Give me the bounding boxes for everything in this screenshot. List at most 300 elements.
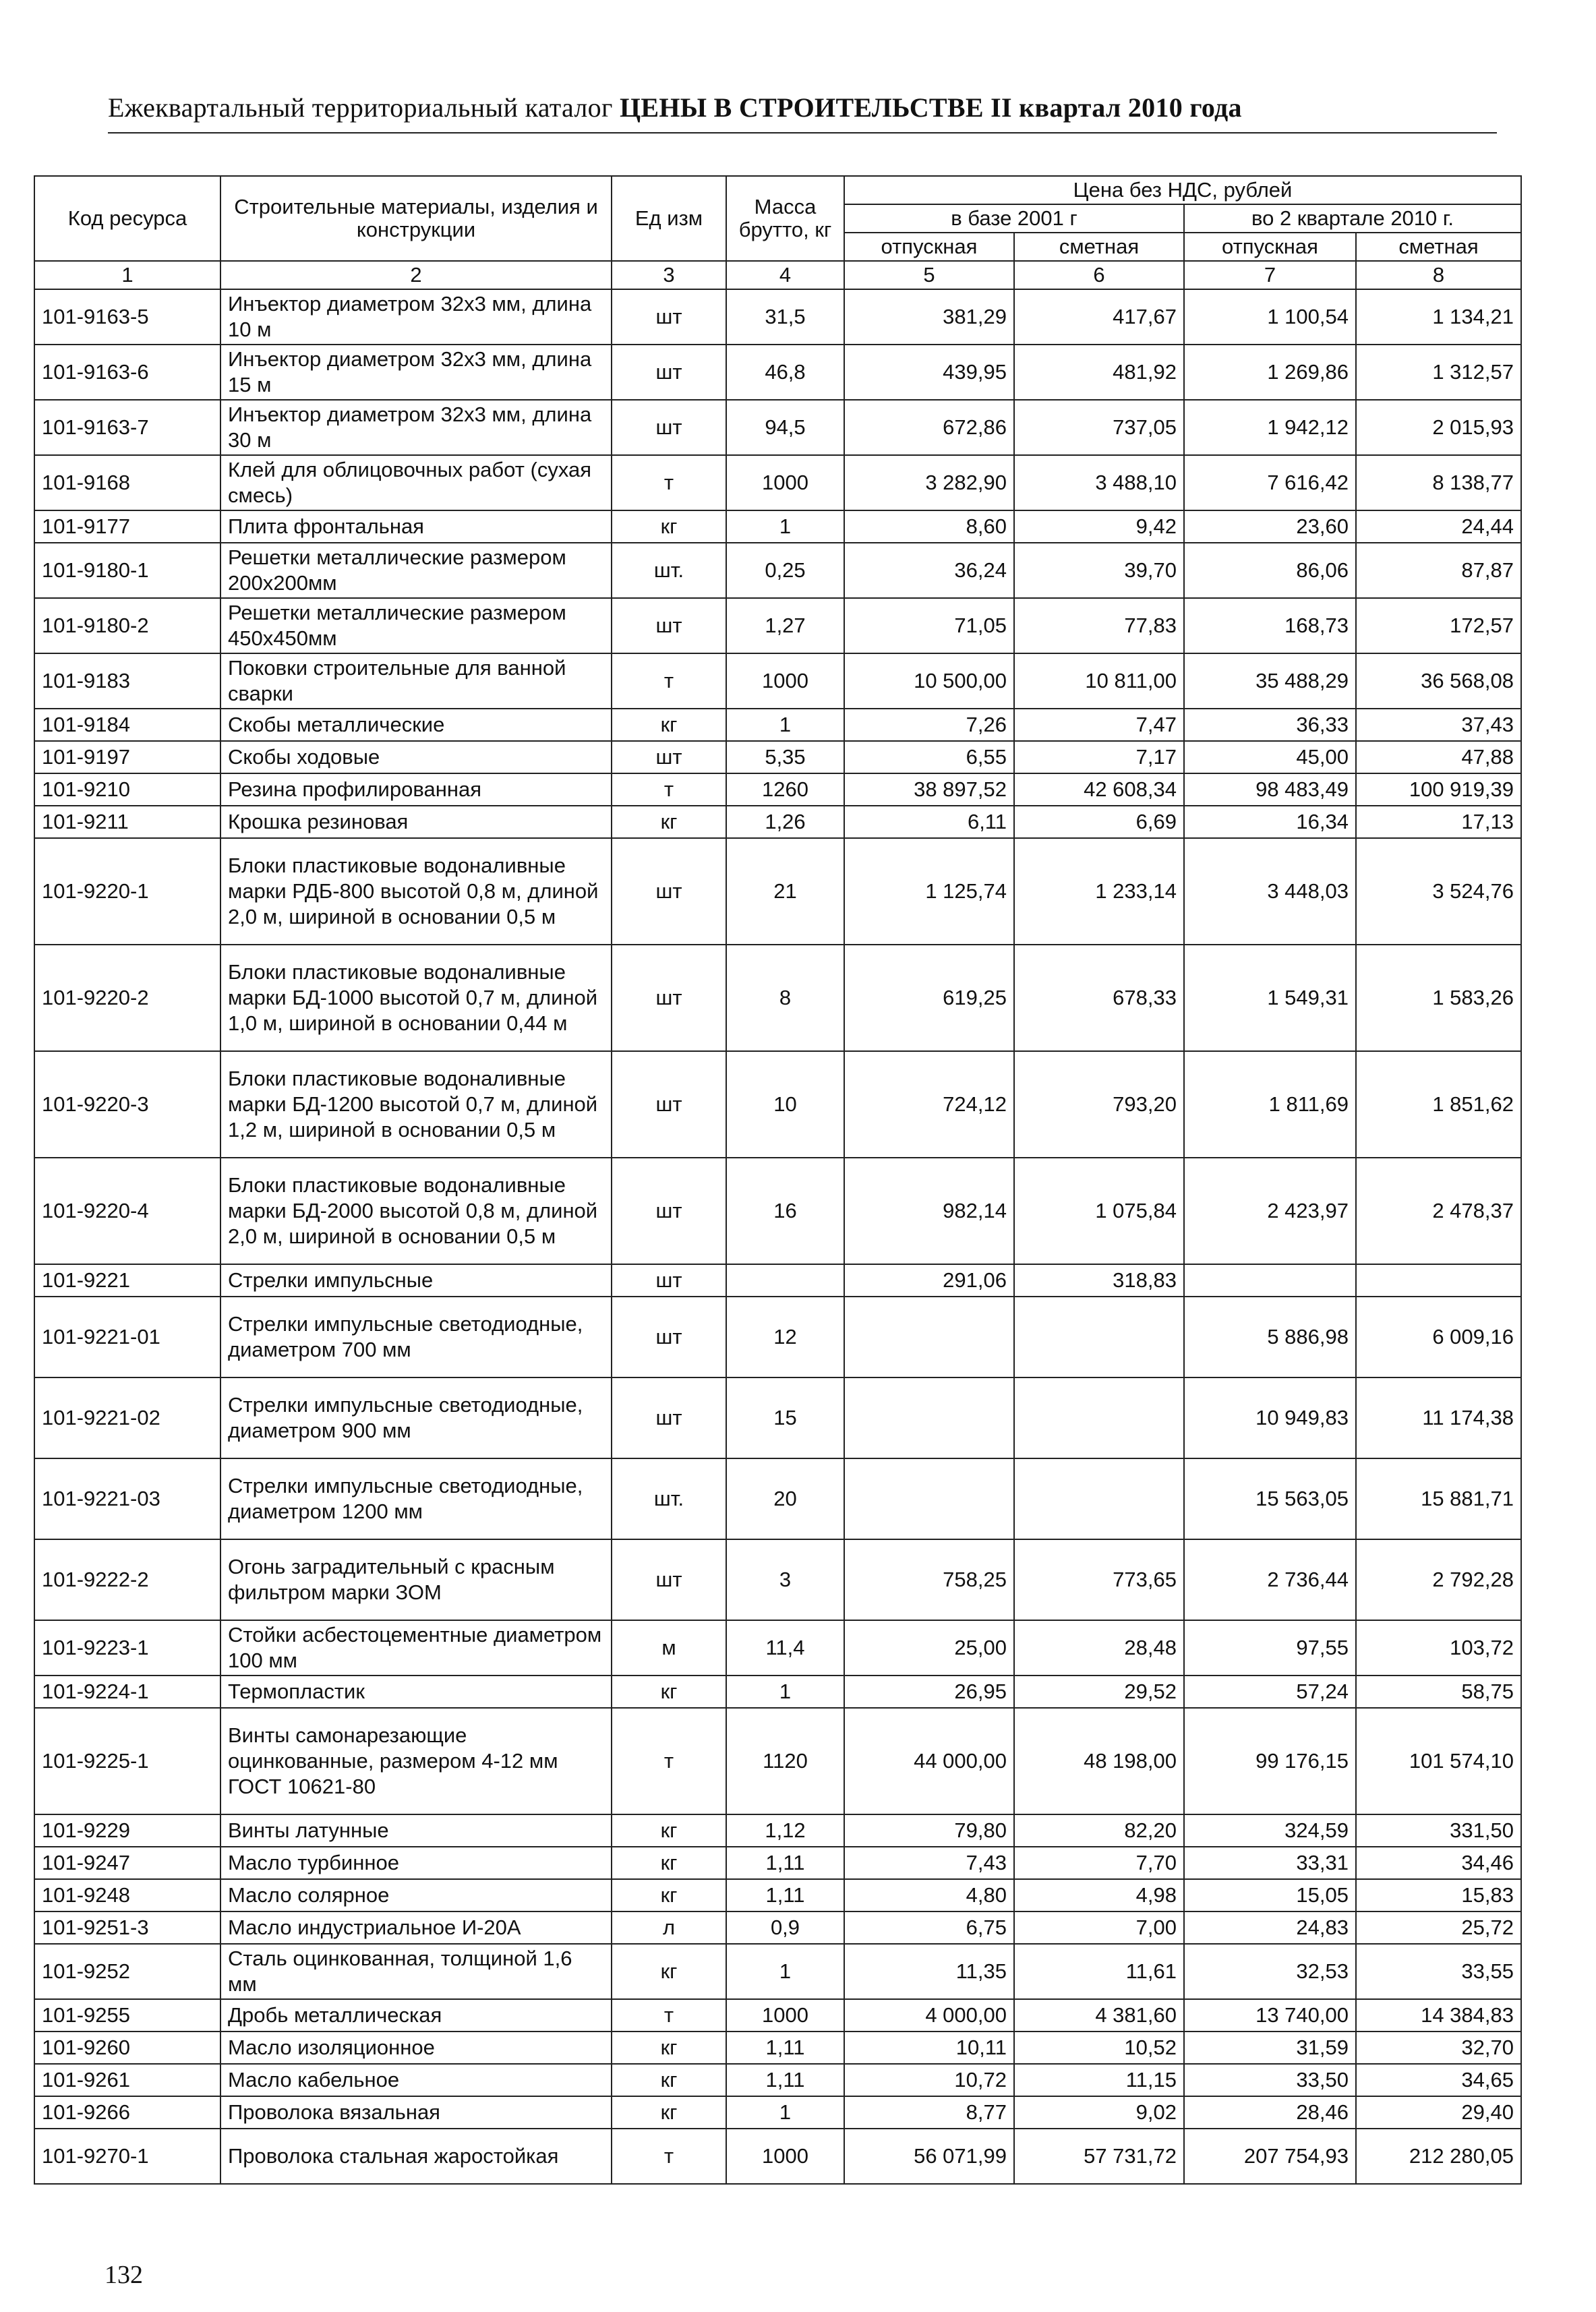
resource-code: 101-9163-7 bbox=[34, 400, 220, 455]
q2-retail-price: 33,50 bbox=[1184, 2064, 1356, 2096]
material-name: Плита фронтальная bbox=[220, 510, 612, 543]
table-row bbox=[34, 543, 1521, 598]
unit: шт bbox=[612, 838, 726, 945]
q2-retail-price: 207 754,93 bbox=[1184, 2129, 1356, 2184]
material-name: Стрелки импульсные bbox=[220, 1264, 612, 1297]
base-retail-price: 8,60 bbox=[844, 510, 1014, 543]
base-estimate-price bbox=[1014, 1297, 1184, 1377]
column-number: 4 bbox=[726, 261, 844, 289]
base-estimate-price: 318,83 bbox=[1014, 1264, 1184, 1297]
resource-code: 101-9221-03 bbox=[34, 1458, 220, 1539]
resource-code: 101-9177 bbox=[34, 510, 220, 543]
resource-code: 101-9248 bbox=[34, 1879, 220, 1911]
gross-mass: 1120 bbox=[726, 1708, 844, 1814]
material-name: Масло индустриальное И-20А bbox=[220, 1911, 612, 1944]
q2-estimate-price: 29,40 bbox=[1356, 2096, 1521, 2129]
material-name: Резина профилированная bbox=[220, 773, 612, 806]
resource-code: 101-9251-3 bbox=[34, 1911, 220, 1944]
base-retail-price bbox=[844, 1297, 1014, 1377]
gross-mass: 1,11 bbox=[726, 2064, 844, 2096]
unit: шт bbox=[612, 1539, 726, 1620]
resource-code: 101-9222-2 bbox=[34, 1539, 220, 1620]
q2-estimate-price: 34,46 bbox=[1356, 1847, 1521, 1879]
column-number-row bbox=[34, 261, 1521, 289]
base-retail-price: 724,12 bbox=[844, 1051, 1014, 1158]
q2-retail-price: 1 100,54 bbox=[1184, 289, 1356, 345]
table-row bbox=[34, 345, 1521, 400]
material-name: Блоки пластиковые водоналивные марки БД-1000 высотой 0,7 м, длиной 1,0 м, шириной в основании 0,44 м bbox=[220, 945, 612, 1051]
base-estimate-price: 11,15 bbox=[1014, 2064, 1184, 2096]
unit: т bbox=[612, 2129, 726, 2184]
resource-code: 101-9255 bbox=[34, 1999, 220, 2032]
table-head bbox=[34, 176, 1521, 289]
table-row bbox=[34, 838, 1521, 945]
gross-mass: 21 bbox=[726, 838, 844, 945]
q2-estimate-price: 15,83 bbox=[1356, 1879, 1521, 1911]
base-retail-price: 439,95 bbox=[844, 345, 1014, 400]
q2-estimate-price: 36 568,08 bbox=[1356, 653, 1521, 709]
q2-retail-price: 1 269,86 bbox=[1184, 345, 1356, 400]
base-estimate-price: 737,05 bbox=[1014, 400, 1184, 455]
resource-code: 101-9221 bbox=[34, 1264, 220, 1297]
base-retail-price: 6,11 bbox=[844, 806, 1014, 838]
col-header-q2-estimate: сметная bbox=[1356, 233, 1521, 261]
resource-code: 101-9211 bbox=[34, 806, 220, 838]
material-name: Дробь металлическая bbox=[220, 1999, 612, 2032]
base-estimate-price: 57 731,72 bbox=[1014, 2129, 1184, 2184]
q2-retail-price: 57,24 bbox=[1184, 1676, 1356, 1708]
q2-retail-price: 10 949,83 bbox=[1184, 1377, 1356, 1458]
q2-estimate-price: 24,44 bbox=[1356, 510, 1521, 543]
resource-code: 101-9247 bbox=[34, 1847, 220, 1879]
gross-mass: 15 bbox=[726, 1377, 844, 1458]
col-header-name: Строительные материалы, изделия и конструкции bbox=[220, 176, 612, 261]
unit: шт bbox=[612, 1297, 726, 1377]
material-name: Винты латунные bbox=[220, 1814, 612, 1847]
material-name: Поковки строительные для ванной сварки bbox=[220, 653, 612, 709]
table-row bbox=[34, 1264, 1521, 1297]
unit: кг bbox=[612, 806, 726, 838]
base-retail-price: 7,26 bbox=[844, 709, 1014, 741]
column-number: 3 bbox=[612, 261, 726, 289]
resource-code: 101-9220-3 bbox=[34, 1051, 220, 1158]
unit: кг bbox=[612, 1879, 726, 1911]
resource-code: 101-9184 bbox=[34, 709, 220, 741]
q2-estimate-price: 37,43 bbox=[1356, 709, 1521, 741]
column-number: 8 bbox=[1356, 261, 1521, 289]
resource-code: 101-9183 bbox=[34, 653, 220, 709]
table-row bbox=[34, 455, 1521, 510]
unit: шт bbox=[612, 400, 726, 455]
resource-code: 101-9197 bbox=[34, 741, 220, 773]
q2-estimate-price: 212 280,05 bbox=[1356, 2129, 1521, 2184]
material-name: Масло кабельное bbox=[220, 2064, 612, 2096]
base-estimate-price: 42 608,34 bbox=[1014, 773, 1184, 806]
table-row bbox=[34, 1944, 1521, 1999]
q2-retail-price: 23,60 bbox=[1184, 510, 1356, 543]
base-estimate-price: 82,20 bbox=[1014, 1814, 1184, 1847]
gross-mass: 10 bbox=[726, 1051, 844, 1158]
base-retail-price: 6,75 bbox=[844, 1911, 1014, 1944]
unit: кг bbox=[612, 2096, 726, 2129]
q2-estimate-price: 47,88 bbox=[1356, 741, 1521, 773]
q2-estimate-price: 1 134,21 bbox=[1356, 289, 1521, 345]
q2-retail-price: 1 942,12 bbox=[1184, 400, 1356, 455]
material-name: Скобы металлические bbox=[220, 709, 612, 741]
base-estimate-price: 39,70 bbox=[1014, 543, 1184, 598]
table-row bbox=[34, 1814, 1521, 1847]
col-header-price: Цена без НДС, рублей bbox=[844, 176, 1521, 204]
q2-estimate-price: 25,72 bbox=[1356, 1911, 1521, 1944]
base-retail-price: 10,11 bbox=[844, 2032, 1014, 2064]
material-name: Стрелки импульсные светодиодные, диаметром 1200 мм bbox=[220, 1458, 612, 1539]
unit: т bbox=[612, 455, 726, 510]
base-retail-price: 56 071,99 bbox=[844, 2129, 1014, 2184]
base-estimate-price: 793,20 bbox=[1014, 1051, 1184, 1158]
q2-estimate-price: 172,57 bbox=[1356, 598, 1521, 653]
column-number: 1 bbox=[34, 261, 220, 289]
resource-code: 101-9223-1 bbox=[34, 1620, 220, 1676]
material-name: Масло изоляционное bbox=[220, 2032, 612, 2064]
unit: кг bbox=[612, 510, 726, 543]
q2-retail-price: 168,73 bbox=[1184, 598, 1356, 653]
material-name: Термопластик bbox=[220, 1676, 612, 1708]
table-row bbox=[34, 709, 1521, 741]
base-retail-price: 10 500,00 bbox=[844, 653, 1014, 709]
col-header-base: в базе 2001 г bbox=[844, 204, 1184, 233]
col-header-q2-retail: отпускная bbox=[1184, 233, 1356, 261]
catalog-prefix: Ежеквартальный территориальный каталог bbox=[108, 92, 613, 123]
q2-estimate-price: 100 919,39 bbox=[1356, 773, 1521, 806]
unit: т bbox=[612, 1999, 726, 2032]
table-row bbox=[34, 1676, 1521, 1708]
base-estimate-price: 481,92 bbox=[1014, 345, 1184, 400]
material-name: Инъектор диаметром 32х3 мм, длина 15 м bbox=[220, 345, 612, 400]
material-name: Стрелки импульсные светодиодные, диаметром 900 мм bbox=[220, 1377, 612, 1458]
table-row bbox=[34, 1539, 1521, 1620]
resource-code: 101-9260 bbox=[34, 2032, 220, 2064]
unit: шт bbox=[612, 289, 726, 345]
unit: л bbox=[612, 1911, 726, 1944]
unit: кг bbox=[612, 1847, 726, 1879]
gross-mass: 1,11 bbox=[726, 1847, 844, 1879]
base-retail-price: 38 897,52 bbox=[844, 773, 1014, 806]
material-name: Блоки пластиковые водоналивные марки БД-2000 высотой 0,8 м, длиной 2,0 м, шириной в основании 0,5 м bbox=[220, 1158, 612, 1264]
q2-estimate-price: 17,13 bbox=[1356, 806, 1521, 838]
q2-estimate-price: 6 009,16 bbox=[1356, 1297, 1521, 1377]
table-row bbox=[34, 653, 1521, 709]
q2-retail-price: 2 736,44 bbox=[1184, 1539, 1356, 1620]
base-estimate-price: 1 233,14 bbox=[1014, 838, 1184, 945]
table-row bbox=[34, 510, 1521, 543]
unit: шт bbox=[612, 1264, 726, 1297]
q2-estimate-price: 8 138,77 bbox=[1356, 455, 1521, 510]
resource-code: 101-9270-1 bbox=[34, 2129, 220, 2184]
resource-code: 101-9168 bbox=[34, 455, 220, 510]
q2-retail-price: 98 483,49 bbox=[1184, 773, 1356, 806]
base-retail-price: 291,06 bbox=[844, 1264, 1014, 1297]
base-estimate-price bbox=[1014, 1458, 1184, 1539]
base-estimate-price: 10 811,00 bbox=[1014, 653, 1184, 709]
q2-retail-price: 36,33 bbox=[1184, 709, 1356, 741]
base-retail-price: 619,25 bbox=[844, 945, 1014, 1051]
table-row bbox=[34, 1051, 1521, 1158]
gross-mass: 1 bbox=[726, 709, 844, 741]
resource-code: 101-9225-1 bbox=[34, 1708, 220, 1814]
resource-code: 101-9220-2 bbox=[34, 945, 220, 1051]
q2-retail-price: 15 563,05 bbox=[1184, 1458, 1356, 1539]
header-rule bbox=[108, 132, 1497, 134]
material-name: Скобы ходовые bbox=[220, 741, 612, 773]
q2-retail-price: 32,53 bbox=[1184, 1944, 1356, 1999]
q2-estimate-price: 15 881,71 bbox=[1356, 1458, 1521, 1539]
material-name: Проволока стальная жаростойкая bbox=[220, 2129, 612, 2184]
gross-mass: 3 bbox=[726, 1539, 844, 1620]
material-name: Крошка резиновая bbox=[220, 806, 612, 838]
table-row bbox=[34, 2129, 1521, 2184]
table-row bbox=[34, 598, 1521, 653]
q2-retail-price: 7 616,42 bbox=[1184, 455, 1356, 510]
base-estimate-price: 4,98 bbox=[1014, 1879, 1184, 1911]
gross-mass: 1260 bbox=[726, 773, 844, 806]
material-name: Блоки пластиковые водоналивные марки РДБ-800 высотой 0,8 м, длиной 2,0 м, шириной в основании 0,5 м bbox=[220, 838, 612, 945]
resource-code: 101-9261 bbox=[34, 2064, 220, 2096]
q2-estimate-price: 1 583,26 bbox=[1356, 945, 1521, 1051]
unit: т bbox=[612, 653, 726, 709]
table-row bbox=[34, 1458, 1521, 1539]
col-header-base-retail: отпускная bbox=[844, 233, 1014, 261]
base-retail-price: 982,14 bbox=[844, 1158, 1014, 1264]
q2-retail-price: 28,46 bbox=[1184, 2096, 1356, 2129]
table-row bbox=[34, 1911, 1521, 1944]
base-estimate-price: 4 381,60 bbox=[1014, 1999, 1184, 2032]
q2-retail-price: 1 811,69 bbox=[1184, 1051, 1356, 1158]
q2-retail-price: 324,59 bbox=[1184, 1814, 1356, 1847]
resource-code: 101-9163-5 bbox=[34, 289, 220, 345]
base-estimate-price: 9,42 bbox=[1014, 510, 1184, 543]
base-estimate-price: 29,52 bbox=[1014, 1676, 1184, 1708]
q2-estimate-price: 3 524,76 bbox=[1356, 838, 1521, 945]
material-name: Огонь заградительный с красным фильтром марки ЗОМ bbox=[220, 1539, 612, 1620]
base-estimate-price: 11,61 bbox=[1014, 1944, 1184, 1999]
base-estimate-price: 10,52 bbox=[1014, 2032, 1184, 2064]
q2-estimate-price: 2 015,93 bbox=[1356, 400, 1521, 455]
base-retail-price: 4,80 bbox=[844, 1879, 1014, 1911]
base-retail-price: 4 000,00 bbox=[844, 1999, 1014, 2032]
material-name: Винты самонарезающие оцинкованные, размером 4-12 мм ГОСТ 10621-80 bbox=[220, 1708, 612, 1814]
q2-retail-price: 35 488,29 bbox=[1184, 653, 1356, 709]
table-row bbox=[34, 1297, 1521, 1377]
table-row bbox=[34, 1847, 1521, 1879]
gross-mass: 0,25 bbox=[726, 543, 844, 598]
gross-mass: 94,5 bbox=[726, 400, 844, 455]
unit: т bbox=[612, 1708, 726, 1814]
base-retail-price: 10,72 bbox=[844, 2064, 1014, 2096]
resource-code: 101-9210 bbox=[34, 773, 220, 806]
col-header-code: Код ресурса bbox=[34, 176, 220, 261]
unit: м bbox=[612, 1620, 726, 1676]
q2-estimate-price: 1 851,62 bbox=[1356, 1051, 1521, 1158]
base-retail-price: 381,29 bbox=[844, 289, 1014, 345]
col-header-unit: Ед изм bbox=[612, 176, 726, 261]
q2-retail-price: 16,34 bbox=[1184, 806, 1356, 838]
unit: кг bbox=[612, 709, 726, 741]
base-estimate-price: 28,48 bbox=[1014, 1620, 1184, 1676]
resource-code: 101-9221-01 bbox=[34, 1297, 220, 1377]
q2-retail-price: 13 740,00 bbox=[1184, 1999, 1356, 2032]
base-retail-price: 26,95 bbox=[844, 1676, 1014, 1708]
q2-estimate-price bbox=[1356, 1264, 1521, 1297]
gross-mass: 0,9 bbox=[726, 1911, 844, 1944]
table-row bbox=[34, 741, 1521, 773]
resource-code: 101-9252 bbox=[34, 1944, 220, 1999]
table-row bbox=[34, 2064, 1521, 2096]
col-header-q2: во 2 квартале 2010 г. bbox=[1184, 204, 1521, 233]
material-name: Стрелки импульсные светодиодные, диаметром 700 мм bbox=[220, 1297, 612, 1377]
gross-mass: 16 bbox=[726, 1158, 844, 1264]
material-name: Масло солярное bbox=[220, 1879, 612, 1911]
q2-estimate-price: 32,70 bbox=[1356, 2032, 1521, 2064]
gross-mass: 1 bbox=[726, 1944, 844, 1999]
gross-mass: 20 bbox=[726, 1458, 844, 1539]
q2-estimate-price: 2 478,37 bbox=[1356, 1158, 1521, 1264]
gross-mass: 1000 bbox=[726, 455, 844, 510]
unit: шт bbox=[612, 1051, 726, 1158]
base-estimate-price bbox=[1014, 1377, 1184, 1458]
q2-retail-price: 15,05 bbox=[1184, 1879, 1356, 1911]
gross-mass: 1 bbox=[726, 1676, 844, 1708]
q2-estimate-price: 11 174,38 bbox=[1356, 1377, 1521, 1458]
page-number: 132 bbox=[105, 2261, 143, 2289]
resource-code: 101-9180-2 bbox=[34, 598, 220, 653]
table-row bbox=[34, 1879, 1521, 1911]
col-header-mass: Масса брутто, кг bbox=[726, 176, 844, 261]
page-header bbox=[108, 92, 1497, 123]
q2-retail-price: 99 176,15 bbox=[1184, 1708, 1356, 1814]
gross-mass: 46,8 bbox=[726, 345, 844, 400]
unit: шт. bbox=[612, 543, 726, 598]
table-row bbox=[34, 1620, 1521, 1676]
q2-estimate-price: 101 574,10 bbox=[1356, 1708, 1521, 1814]
q2-estimate-price: 87,87 bbox=[1356, 543, 1521, 598]
unit: кг bbox=[612, 1676, 726, 1708]
gross-mass: 12 bbox=[726, 1297, 844, 1377]
material-name: Решетки металлические размером 450х450мм bbox=[220, 598, 612, 653]
column-number: 5 bbox=[844, 261, 1014, 289]
material-name: Клей для облицовочных работ (сухая смесь) bbox=[220, 455, 612, 510]
base-retail-price: 7,43 bbox=[844, 1847, 1014, 1879]
base-retail-price: 3 282,90 bbox=[844, 455, 1014, 510]
base-estimate-price: 7,47 bbox=[1014, 709, 1184, 741]
base-retail-price: 79,80 bbox=[844, 1814, 1014, 1847]
material-name: Стойки асбестоцементные диаметром 100 мм bbox=[220, 1620, 612, 1676]
resource-code: 101-9224-1 bbox=[34, 1676, 220, 1708]
base-estimate-price: 7,17 bbox=[1014, 741, 1184, 773]
resource-code: 101-9163-6 bbox=[34, 345, 220, 400]
base-retail-price: 71,05 bbox=[844, 598, 1014, 653]
unit: кг bbox=[612, 1944, 726, 1999]
material-name: Блоки пластиковые водоналивные марки БД-1200 высотой 0,7 м, длиной 1,2 м, шириной в основании 0,5 м bbox=[220, 1051, 612, 1158]
q2-retail-price: 3 448,03 bbox=[1184, 838, 1356, 945]
gross-mass bbox=[726, 1264, 844, 1297]
base-retail-price: 36,24 bbox=[844, 543, 1014, 598]
resource-code: 101-9221-02 bbox=[34, 1377, 220, 1458]
table-row bbox=[34, 1158, 1521, 1264]
base-retail-price bbox=[844, 1377, 1014, 1458]
material-name: Решетки металлические размером 200х200мм bbox=[220, 543, 612, 598]
gross-mass: 1000 bbox=[726, 2129, 844, 2184]
col-header-base-estimate: сметная bbox=[1014, 233, 1184, 261]
material-name: Сталь оцинкованная, толщиной 1,6 мм bbox=[220, 1944, 612, 1999]
base-estimate-price: 417,67 bbox=[1014, 289, 1184, 345]
q2-retail-price: 24,83 bbox=[1184, 1911, 1356, 1944]
base-estimate-price: 7,70 bbox=[1014, 1847, 1184, 1879]
gross-mass: 1,26 bbox=[726, 806, 844, 838]
material-name: Масло турбинное bbox=[220, 1847, 612, 1879]
gross-mass: 1,27 bbox=[726, 598, 844, 653]
q2-estimate-price: 33,55 bbox=[1356, 1944, 1521, 1999]
unit: шт bbox=[612, 1158, 726, 1264]
base-retail-price: 6,55 bbox=[844, 741, 1014, 773]
base-estimate-price: 9,02 bbox=[1014, 2096, 1184, 2129]
base-retail-price: 25,00 bbox=[844, 1620, 1014, 1676]
gross-mass: 1000 bbox=[726, 1999, 844, 2032]
gross-mass: 1,11 bbox=[726, 2032, 844, 2064]
base-estimate-price: 678,33 bbox=[1014, 945, 1184, 1051]
table-row bbox=[34, 945, 1521, 1051]
base-estimate-price: 6,69 bbox=[1014, 806, 1184, 838]
unit: шт bbox=[612, 598, 726, 653]
unit: шт bbox=[612, 1377, 726, 1458]
unit: т bbox=[612, 773, 726, 806]
q2-estimate-price: 34,65 bbox=[1356, 2064, 1521, 2096]
column-number: 6 bbox=[1014, 261, 1184, 289]
table-row bbox=[34, 806, 1521, 838]
base-estimate-price: 773,65 bbox=[1014, 1539, 1184, 1620]
resource-code: 101-9220-1 bbox=[34, 838, 220, 945]
unit: шт bbox=[612, 345, 726, 400]
table-row bbox=[34, 1999, 1521, 2032]
table-body bbox=[34, 289, 1521, 2184]
table-row bbox=[34, 2096, 1521, 2129]
table-row bbox=[34, 400, 1521, 455]
base-retail-price: 8,77 bbox=[844, 2096, 1014, 2129]
q2-retail-price: 31,59 bbox=[1184, 2032, 1356, 2064]
base-retail-price bbox=[844, 1458, 1014, 1539]
catalog-title: ЦЕНЫ В СТРОИТЕЛЬСТВЕ II квартал 2010 года bbox=[619, 92, 1242, 123]
gross-mass: 1,11 bbox=[726, 1879, 844, 1911]
q2-estimate-price: 58,75 bbox=[1356, 1676, 1521, 1708]
base-retail-price: 44 000,00 bbox=[844, 1708, 1014, 1814]
gross-mass: 5,35 bbox=[726, 741, 844, 773]
q2-estimate-price: 1 312,57 bbox=[1356, 345, 1521, 400]
base-estimate-price: 1 075,84 bbox=[1014, 1158, 1184, 1264]
gross-mass: 1 bbox=[726, 2096, 844, 2129]
table-row bbox=[34, 2032, 1521, 2064]
q2-retail-price: 2 423,97 bbox=[1184, 1158, 1356, 1264]
unit: кг bbox=[612, 1814, 726, 1847]
gross-mass: 31,5 bbox=[726, 289, 844, 345]
gross-mass: 1000 bbox=[726, 653, 844, 709]
q2-retail-price bbox=[1184, 1264, 1356, 1297]
material-name: Инъектор диаметром 32х3 мм, длина 10 м bbox=[220, 289, 612, 345]
base-retail-price: 1 125,74 bbox=[844, 838, 1014, 945]
q2-retail-price: 97,55 bbox=[1184, 1620, 1356, 1676]
q2-estimate-price: 2 792,28 bbox=[1356, 1539, 1521, 1620]
base-estimate-price: 3 488,10 bbox=[1014, 455, 1184, 510]
table-row bbox=[34, 1708, 1521, 1814]
column-number: 7 bbox=[1184, 261, 1356, 289]
